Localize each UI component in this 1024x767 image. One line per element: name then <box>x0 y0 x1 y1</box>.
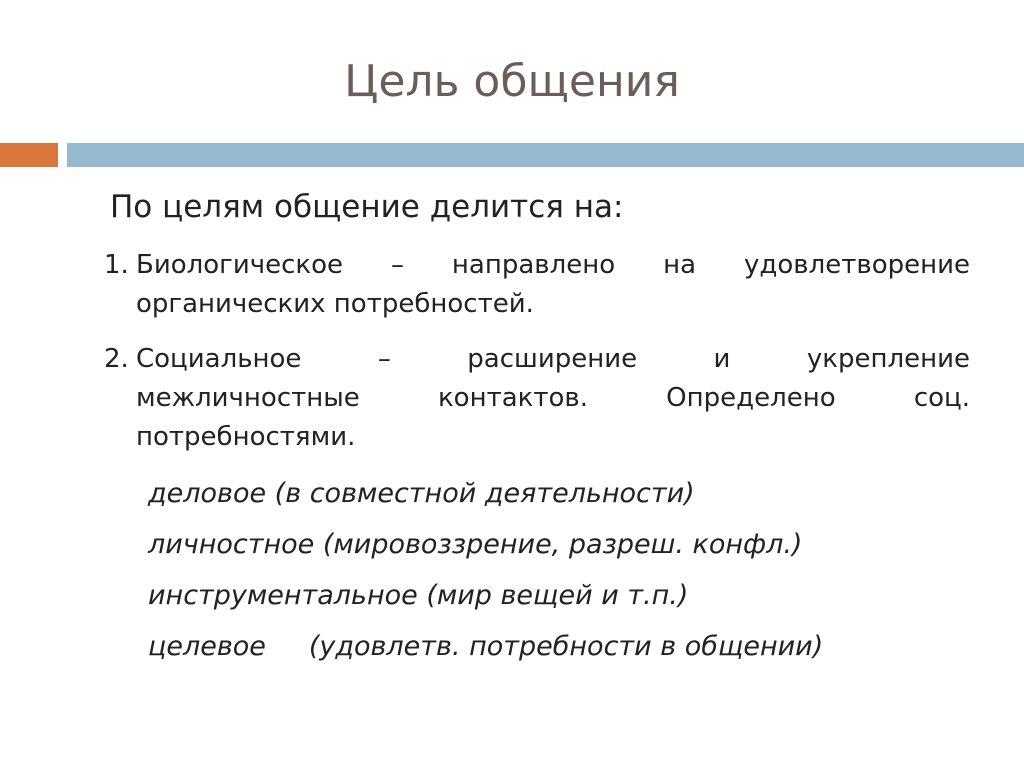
list-item-2-line-1 <box>104 340 970 379</box>
list-item-2-number: 2. <box>104 344 129 374</box>
list-item-2-line-3: потребностями. <box>136 422 356 452</box>
list-item-2-line-2: межличностные контактов. Определено соц. <box>136 383 970 413</box>
subtype-target: целевое (удовлетв. потребности в общении) <box>148 631 824 662</box>
list-item-1-text-1: Биологическое – направлено на удовлетворение <box>136 250 970 280</box>
list-item-2 <box>104 340 970 457</box>
subtype-instrumental: инструментальное (мир вещей и т.п.) <box>148 580 689 611</box>
accent-bar <box>0 143 58 167</box>
list-item-1-line-2: органических потребностей. <box>136 289 534 319</box>
slide-subtitle: По целям общение делится на: <box>110 189 624 225</box>
list-item-1-number: 1. <box>104 250 129 280</box>
list-item-1-line-1 <box>104 246 970 285</box>
slide-title: Цель общения <box>344 56 680 107</box>
title-underline-bar <box>67 143 1024 167</box>
list-item-1 <box>104 246 970 324</box>
list-item-2-text-1: Социальное – расширение и укрепление <box>136 344 970 374</box>
subtype-personal: личностное (мировоззрение, разреш. конфл.) <box>148 529 803 560</box>
subtype-business: деловое (в совместной деятельности) <box>148 478 695 509</box>
